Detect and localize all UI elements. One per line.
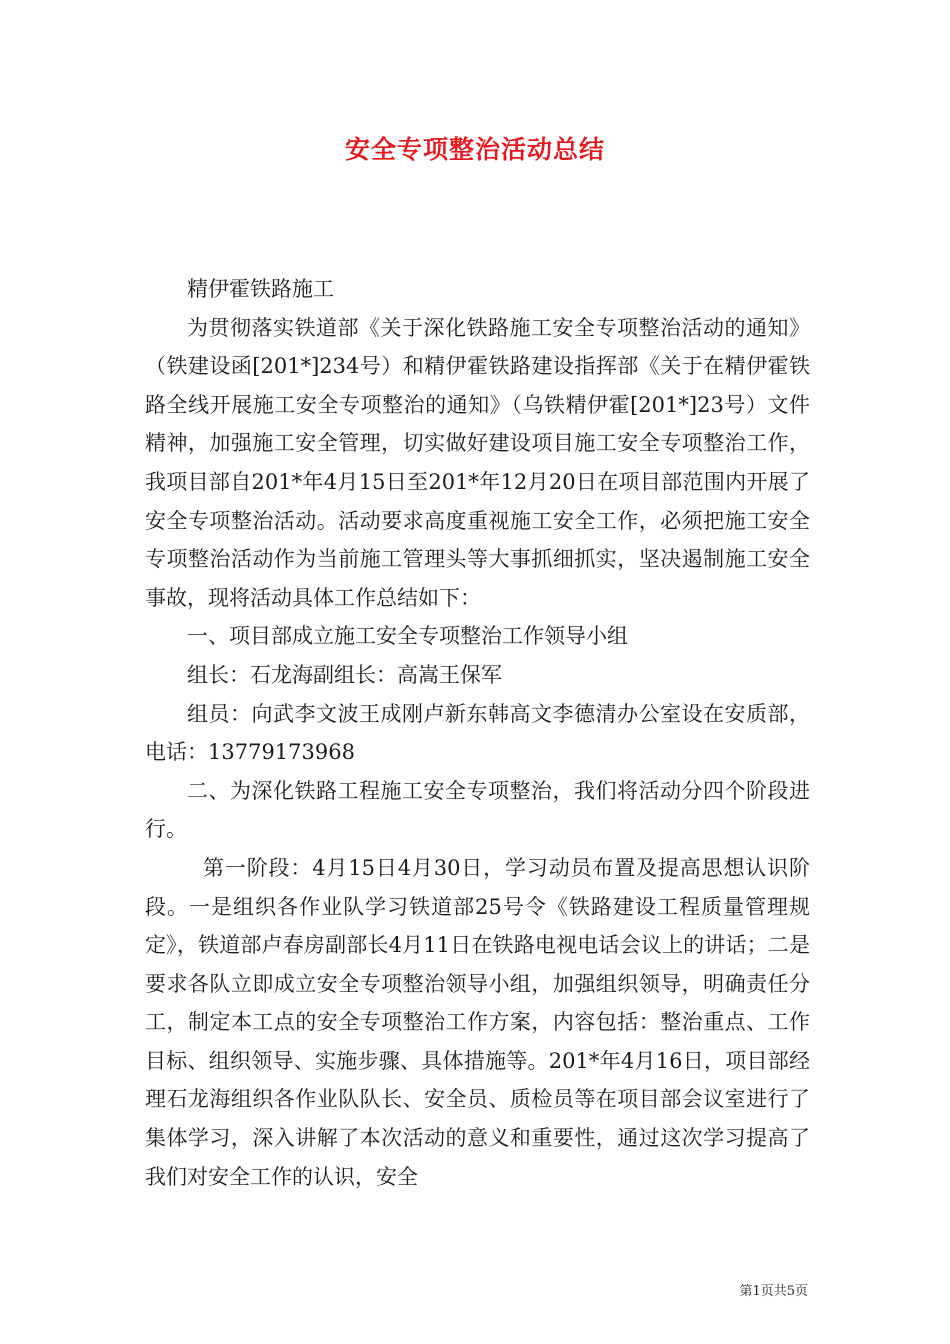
paragraph-group-members: 组员：向武李文波王成刚卢新东韩高文李德清办公室设在安质部，电话：13779173968 bbox=[145, 701, 810, 765]
paragraph-group-leaders: 组长：石龙海副组长：高嵩王保军 bbox=[187, 662, 502, 687]
document-title: 安全专项整治活动总结 bbox=[344, 135, 605, 164]
page-number: 第1页共5页 bbox=[739, 1284, 808, 1299]
paragraph-intro: 为贯彻落实铁道部《关于深化铁路施工安全专项整治活动的通知》（铁建设函[201*]234号）和精伊霍铁路建设指挥部《关于在精伊霍铁路全线开展施工安全专项整治的通知》（乌铁精伊霍[201*]23号）文件精神，加强施工安全管理，切实做好建设项目施工安全专项整治工作，我项目部自201*年4月15日至201*年12月20日在项目部范围内开展了安全专项整治活动。活动要求高度重视施工安全工作，必须把施工安全专项整治活动作为当前施工管理头等大事抓细抓实，坚决遏制施工安全事故，现将活动具体工作总结如下： bbox=[145, 315, 810, 610]
paragraph-section-1-heading: 一、项目部成立施工安全专项整治工作领导小组 bbox=[187, 624, 628, 649]
paragraph-phase-1: 第一阶段：4月15日4月30日，学习动员布置及提高思想认识阶段。一是组织各作业队学习铁道部25号令《铁路建设工程质量管理规定》，铁道部卢春房副部长4月11日在铁路电视电话会议上的讲话；二是要求各队立即成立安全专项整治领导小组，加强组织领导，明确责任分工，制定本工点的安全专项整治工作方案，内容包括：整治重点、工作目标、组织领导、实施步骤、具体措施等。201*年4月16日，项目部经理石龙海组织各作业队队长、安全员、质检员等在项目部会议室进行了集体学习，深入讲解了本次活动的意义和重要性，通过这次学习提高了我们对安全工作的认识，安全 bbox=[145, 855, 810, 1189]
paragraph-section-2-heading: 二、为深化铁路工程施工安全专项整治，我们将活动分四个阶段进行。 bbox=[145, 778, 810, 842]
paragraph-project-name: 精伊霍铁路施工 bbox=[187, 277, 334, 301]
document-body bbox=[145, 270, 810, 1196]
